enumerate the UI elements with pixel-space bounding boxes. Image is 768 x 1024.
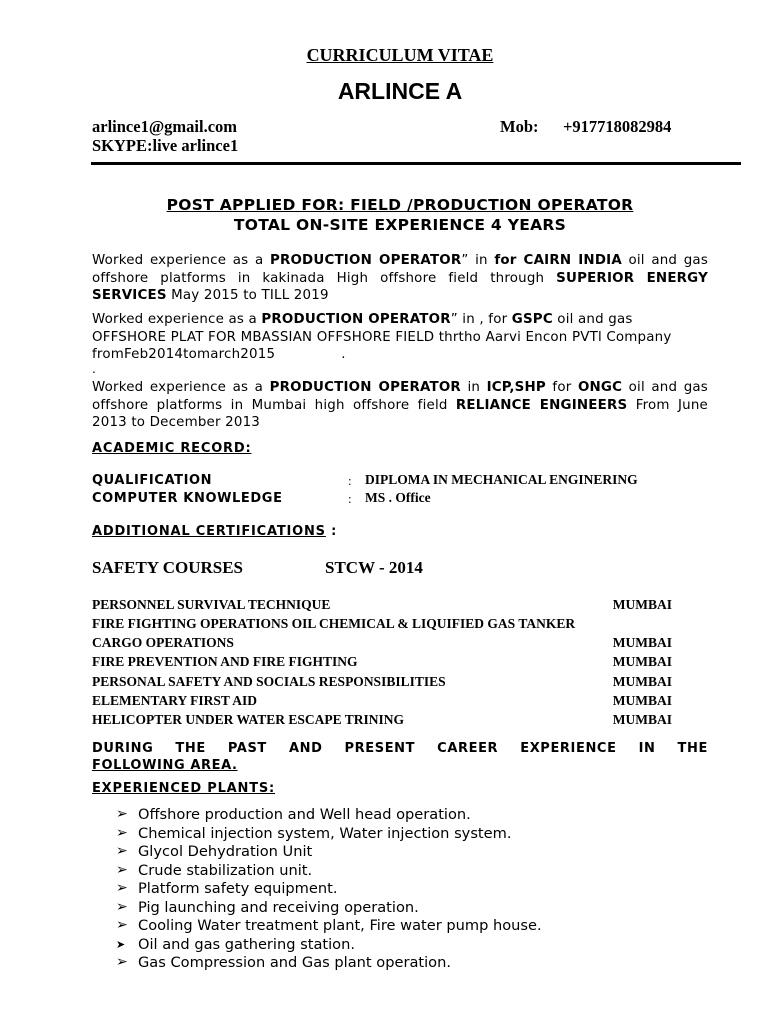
computer-knowledge-value: MS . Office [365, 490, 431, 505]
experience-paragraph: Worked experience as a PRODUCTION OPERATOR” in for CAIRN INDIA oil and gas offshore platforms in kakinada High offshore field through SUPERIOR ENERGY SERVICES May 2015 to TILL 2019 [92, 253, 708, 304]
list-item: ➢ Crude stabilization unit. [116, 861, 313, 879]
experience-paragraph: Worked experience as a PRODUCTION OPERATOR” in , for GSPC oil and gas OFFSHORE PLAT FOR MBASSIAN OFFSHORE FIELD thrtho Aarvi Encon PVTl Company fromFeb2014tomarch2015 . [92, 312, 672, 363]
mobile-number: +917718082984 [563, 117, 672, 136]
course-row: HELICOPTER UNDER WATER ESCAPE TRINING MUMBAI [92, 712, 672, 727]
list-item: ➢ Pig launching and receiving operation. [116, 898, 419, 916]
list-item: ➢ Gas Compression and Gas plant operation. [116, 954, 451, 971]
qualification-colon: : [348, 473, 352, 488]
post-applied: POST APPLIED FOR: FIELD /PRODUCTION OPERATOR [166, 196, 634, 214]
arrow-bullet-icon: ➢ [116, 954, 128, 970]
academic-heading: ACADEMIC RECORD: [92, 441, 252, 456]
arrow-bullet-icon: ➢ [116, 861, 128, 878]
plants-heading: EXPERIENCED PLANTS: [92, 781, 276, 796]
course-row: ELEMENTARY FIRST AID MUMBAI [92, 693, 672, 708]
list-item: ➤ Oil and gas gathering station. [116, 935, 356, 953]
list-item: ➢ Glycol Dehydration Unit [116, 843, 313, 860]
stcw-label: STCW - 2014 [325, 558, 423, 577]
course-row: FIRE PREVENTION AND FIRE FIGHTING MUMBAI [92, 654, 672, 669]
total-experience: TOTAL ON-SITE EXPERIENCE 4 YEARS [233, 216, 567, 234]
course-row: FIRE FIGHTING OPERATIONS OIL CHEMICAL & LIQUIFIED GAS TANKER [92, 616, 576, 631]
qualification-label: QUALIFICATION [92, 473, 213, 488]
arrow-bullet-icon: ➢ [116, 843, 128, 859]
qualification-value: DIPLOMA IN MECHANICAL ENGINERING [365, 472, 638, 487]
course-row: CARGO OPERATIONS MUMBAI [92, 635, 672, 650]
career-statement: DURING THE PAST AND PRESENT CAREER EXPERIENCE IN THE FOLLOWING AREA. [92, 741, 708, 773]
safety-courses-label: SAFETY COURSES [92, 558, 243, 577]
cv-title: CURRICULUM VITAE [306, 45, 494, 65]
arrow-bullet-icon: ➢ [116, 824, 128, 841]
experience-paragraph: Worked experience as a PRODUCTION OPERATOR in ICP,SHP for ONGC oil and gas offshore platforms in Mumbai high offshore field RELIANCE ENGINEERS From June 2013 to December 2013 [92, 380, 708, 431]
header-divider [91, 162, 741, 165]
arrow-bullet-icon: ➤ [116, 937, 126, 951]
arrow-bullet-icon: ➢ [116, 880, 128, 896]
list-item: ➢ Cooling Water treatment plant, Fire water pump house. [116, 917, 542, 934]
certifications-heading: ADDITIONAL CERTIFICATIONS : [92, 524, 338, 539]
course-row: PERSONAL SAFETY AND SOCIALS RESPONSIBILITIES MUMBAI [92, 674, 672, 689]
course-row: PERSONNEL SURVIVAL TECHNIQUE MUMBAI [92, 597, 672, 612]
list-item: ➢ Offshore production and Well head operation. [116, 806, 471, 823]
candidate-name: ARLINCE A [337, 78, 463, 104]
arrow-bullet-icon: ➢ [116, 898, 128, 915]
mobile-label: Mob: [500, 117, 539, 136]
arrow-bullet-icon: ➢ [116, 917, 128, 933]
computer-knowledge-colon: : [348, 491, 352, 506]
computer-knowledge-label: COMPUTER KNOWLEDGE [92, 491, 283, 506]
email: arlince1@gmail.com [92, 117, 238, 136]
stray-dot: . [92, 362, 96, 376]
arrow-bullet-icon: ➢ [116, 806, 128, 822]
experienced-plants-list [116, 806, 542, 973]
skype: SKYPE:live arlince1 [92, 136, 239, 155]
list-item: ➢ Chemical injection system, Water injection system. [116, 824, 512, 842]
list-item: ➢ Platform safety equipment. [116, 880, 338, 897]
